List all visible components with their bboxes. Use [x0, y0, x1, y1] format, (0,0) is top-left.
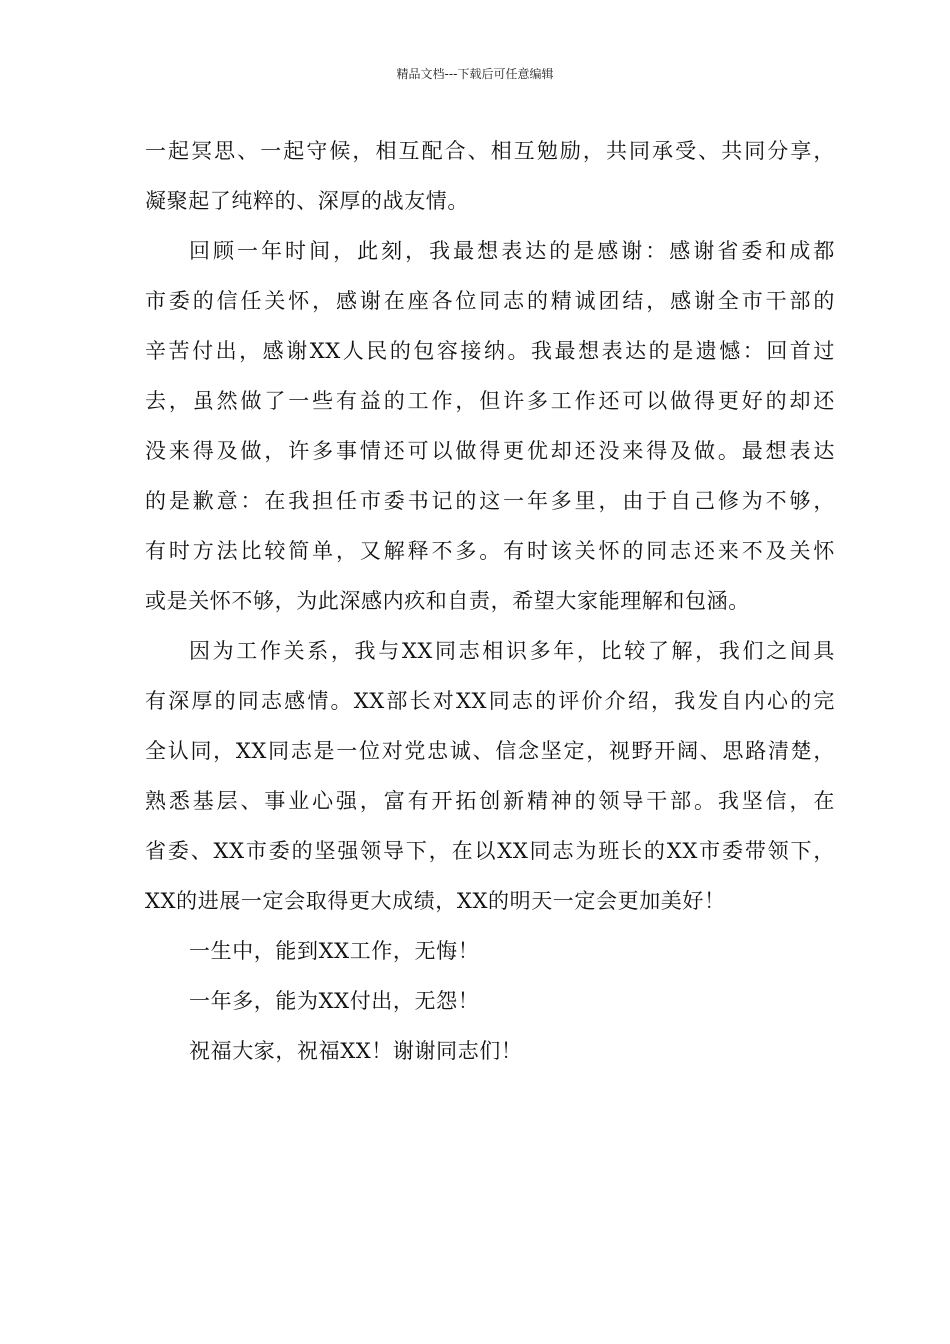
text-line: 熟悉基层、事业心强，富有开拓创新精神的领导干部。我坚信，在: [145, 789, 835, 813]
paragraph-6: [145, 1026, 835, 1076]
text-line: 的是歉意：在我担任市委书记的这一年多里，由于自己修为不够，: [145, 489, 835, 513]
text-line: 回顾一年时间，此刻，我最想表达的是感谢：感谢省委和成都: [189, 239, 835, 263]
document-body: [145, 126, 835, 1076]
text-line: 或是关怀不够，为此深感内疚和自责，希望大家能理解和包涵。: [145, 589, 750, 613]
text-line: 凝聚起了纯粹的、深厚的战友情。: [145, 189, 469, 213]
text-line: 一起冥思、一起守候，相互配合、相互勉励，共同承受、共同分享，: [145, 139, 835, 163]
text-line: 一生中，能到XX工作，无悔！: [189, 939, 480, 963]
paragraph-4: [145, 926, 835, 976]
text-line: 祝福大家，祝福XX！谢谢同志们！: [189, 1039, 523, 1063]
text-line: 因为工作关系，我与XX同志相识多年，比较了解，我们之间具: [189, 639, 835, 663]
paragraph-1: [145, 126, 835, 226]
text-line: XX的进展一定会取得更大成绩，XX的明天一定会更加美好！: [145, 889, 726, 913]
text-line: 全认同，XX同志是一位对党忠诚、信念坚定，视野开阔、思路清楚，: [145, 739, 835, 763]
text-line: 有时方法比较简单，又解释不多。有时该关怀的同志还来不及关怀: [145, 539, 835, 563]
text-line: 去，虽然做了一些有益的工作，但许多工作还可以做得更好的却还: [145, 389, 835, 413]
text-line: 一年多，能为XX付出，无怨！: [189, 989, 480, 1013]
page-header: 精品文档---下载后可任意编辑: [396, 67, 554, 81]
paragraph-5: [145, 976, 835, 1026]
paragraph-3: [145, 626, 835, 926]
paragraph-2: [145, 226, 835, 626]
text-line: 省委、XX市委的坚强领导下，在以XX同志为班长的XX市委带领下，: [145, 839, 835, 863]
text-line: 有深厚的同志感情。XX部长对XX同志的评价介绍，我发自内心的完: [145, 689, 835, 713]
text-line: 没来得及做，许多事情还可以做得更优却还没来得及做。最想表达: [145, 439, 835, 463]
text-line: 市委的信任关怀，感谢在座各位同志的精诚团结，感谢全市干部的: [145, 289, 835, 313]
text-line: 辛苦付出，感谢XX人民的包容接纳。我最想表达的是遗憾：回首过: [145, 339, 835, 363]
